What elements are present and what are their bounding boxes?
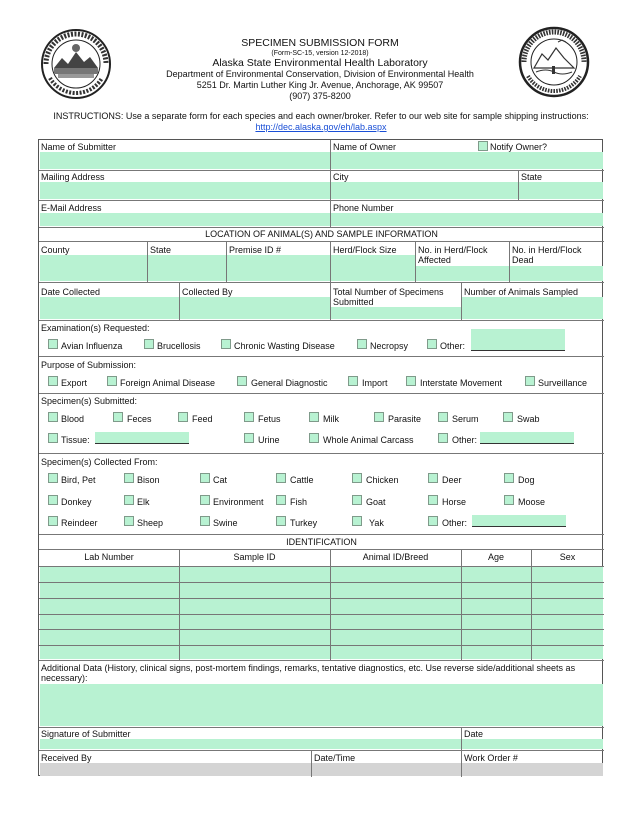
purpose-interstate-label: Interstate Movement [420, 378, 503, 388]
department-name: Department of Environmental Conservation, Division of Environmental Health [166, 69, 474, 79]
col-sex: Sex [559, 552, 576, 562]
phone-label: Phone Number [333, 203, 394, 213]
purpose-export-checkbox[interactable] [48, 376, 58, 386]
specimen-other-checkbox[interactable] [438, 433, 448, 443]
exam-cwd-label: Chronic Wasting Disease [234, 341, 335, 351]
additional-data-field[interactable] [40, 684, 603, 726]
specimen-feed-label: Feed [192, 414, 213, 424]
from-sheep-checkbox[interactable] [124, 516, 134, 526]
specimen-feces-label: Feces [127, 414, 152, 424]
signature-date-field[interactable] [462, 739, 603, 749]
specimen-blood-checkbox[interactable] [48, 412, 58, 422]
specimen-parasite-label: Parasite [388, 414, 422, 424]
specimen-milk-label: Milk [323, 414, 339, 424]
purpose-import-label: Import [362, 378, 388, 388]
herd-size-label: Herd/Flock Size [333, 245, 397, 255]
specimen-tissue-label: Tissue: [61, 435, 90, 445]
from-turkey-label: Turkey [290, 518, 318, 528]
from-horse-label: Horse [442, 497, 467, 507]
lab-name: Alaska State Environmental Health Laboratory [212, 57, 428, 69]
exam-avian-influenza-checkbox[interactable] [48, 339, 58, 349]
total-specimens-label: Total Number of Specimens Submitted [333, 287, 444, 307]
col-animal-id: Animal ID/Breed [362, 552, 429, 562]
from-dog-label: Dog [518, 475, 535, 485]
from-yak-label: Yak [369, 518, 384, 528]
work-order-field[interactable] [462, 763, 603, 776]
from-reindeer-label: Reindeer [61, 518, 98, 528]
from-other-checkbox[interactable] [428, 516, 438, 526]
specimen-form [38, 139, 603, 776]
from-fish-checkbox[interactable] [276, 495, 286, 505]
specimen-fetus-checkbox[interactable] [244, 412, 254, 422]
purpose-fad-checkbox[interactable] [107, 376, 117, 386]
lab-phone: (907) 375-8200 [289, 91, 351, 101]
from-horse-checkbox[interactable] [428, 495, 438, 505]
state-label: State [521, 172, 543, 182]
exam-brucellosis-label: Brucellosis [157, 341, 201, 351]
from-bison-checkbox[interactable] [124, 473, 134, 483]
email-label: E-Mail Address [41, 203, 102, 213]
premise-id-field[interactable] [227, 255, 330, 281]
from-bird-checkbox[interactable] [48, 473, 58, 483]
collected-by-field[interactable] [180, 297, 330, 319]
from-cat-label: Cat [213, 475, 228, 485]
exam-brucellosis-checkbox[interactable] [144, 339, 154, 349]
from-goat-label: Goat [366, 497, 386, 507]
from-chicken-label: Chicken [366, 475, 399, 485]
form-id: (Form-SC-15, version 12-2018) [271, 50, 369, 57]
signature-label: Signature of Submitter [41, 729, 131, 739]
total-specimens-field[interactable] [331, 307, 461, 319]
exam-cwd-checkbox[interactable] [221, 339, 231, 349]
county-label: County [41, 245, 70, 255]
from-bison-label: Bison [137, 475, 160, 485]
form-header [0, 38, 640, 102]
affected-label: No. in Herd/Flock Affected [418, 245, 488, 265]
specimen-tissue-checkbox[interactable] [48, 433, 58, 443]
from-chicken-checkbox[interactable] [352, 473, 362, 483]
table-row [39, 582, 604, 583]
from-reindeer-checkbox[interactable] [48, 516, 58, 526]
from-sheep-label: Sheep [137, 518, 164, 528]
city-field[interactable] [331, 182, 518, 199]
lab-address: 5251 Dr. Martin Luther King Jr. Avenue, Anchorage, AK 99507 [196, 80, 444, 90]
purpose-surveillance-checkbox[interactable] [525, 376, 535, 386]
table-row [39, 598, 604, 599]
signature-date-label: Date [464, 729, 484, 739]
exam-other-label: Other: [440, 341, 466, 351]
from-environment-label: Environment [213, 497, 264, 507]
from-other-field[interactable] [472, 515, 566, 527]
county-field[interactable] [40, 255, 147, 281]
exam-other-checkbox[interactable] [427, 339, 437, 349]
purpose-fad-label: Foreign Animal Disease [120, 378, 216, 388]
notify-owner-checkbox[interactable] [478, 141, 488, 151]
collected-by-label: Collected By [182, 287, 233, 297]
table-row [39, 614, 604, 615]
dead-field[interactable] [510, 266, 603, 281]
specimens-label: Specimen(s) Submitted: [41, 396, 138, 406]
purpose-interstate-checkbox[interactable] [406, 376, 416, 386]
from-turkey-checkbox[interactable] [276, 516, 286, 526]
datetime-label: Date/Time [314, 753, 356, 763]
specimen-swab-checkbox[interactable] [503, 412, 513, 422]
owner-name-field[interactable] [331, 152, 603, 169]
specimen-feed-checkbox[interactable] [178, 412, 188, 422]
table-row [39, 645, 604, 646]
herd-size-field[interactable] [331, 255, 415, 281]
date-collected-label: Date Collected [41, 287, 101, 297]
examinations-label: Examination(s) Requested: [41, 323, 150, 333]
city-label: City [333, 172, 349, 182]
from-deer-label: Deer [442, 475, 462, 485]
from-yak-checkbox[interactable] [352, 516, 362, 526]
location-heading: LOCATION OF ANIMAL(S) AND SAMPLE INFORMATION [205, 229, 438, 239]
affected-field[interactable] [416, 266, 509, 281]
exam-necropsy-label: Necropsy [370, 341, 409, 351]
from-dog-checkbox[interactable] [504, 473, 514, 483]
from-bird-label: Bird, Pet [61, 475, 96, 485]
location-state-label: State [150, 245, 172, 255]
exam-avian-influenza-label: Avian Influenza [61, 341, 123, 351]
specimen-parasite-checkbox[interactable] [374, 412, 384, 422]
from-cattle-checkbox[interactable] [276, 473, 286, 483]
instructions-text: INSTRUCTIONS: Use a separate form for each species and each owner/broker. Refer to our web site for sample shipping instructions: [53, 111, 589, 121]
animals-sampled-label: Number of Animals Sampled [464, 287, 579, 297]
specimen-other-label: Other: [452, 435, 478, 445]
specimen-blood-label: Blood [61, 414, 85, 424]
from-deer-checkbox[interactable] [428, 473, 438, 483]
purpose-diagnostic-label: General Diagnostic [251, 378, 328, 388]
additional-data-label: Additional Data (History, clinical signs, post-mortem findings, remarks, tentative diagnostics, etc. Use reverse side/additional sheets as necessary): [41, 663, 576, 683]
specimen-carcass-label: Whole Animal Carcass [323, 435, 414, 445]
submitter-name-field[interactable] [40, 152, 330, 169]
purpose-label: Purpose of Submission: [41, 360, 137, 370]
specimen-other-field[interactable] [480, 432, 574, 444]
mailing-address-field[interactable] [40, 182, 330, 199]
specimen-milk-checkbox[interactable] [309, 412, 319, 422]
purpose-diagnostic-checkbox[interactable] [237, 376, 247, 386]
from-cat-checkbox[interactable] [200, 473, 210, 483]
from-fish-label: Fish [290, 497, 308, 507]
from-donkey-checkbox[interactable] [48, 495, 58, 505]
animals-sampled-field[interactable] [462, 297, 603, 319]
purpose-surveillance-label: Surveillance [538, 378, 588, 388]
from-environment-checkbox[interactable] [200, 495, 210, 505]
premise-id-label: Premise ID # [229, 245, 282, 255]
from-moose-checkbox[interactable] [504, 495, 514, 505]
specimen-urine-checkbox[interactable] [244, 433, 254, 443]
from-donkey-label: Donkey [61, 497, 92, 507]
identification-heading: IDENTIFICATION [286, 537, 357, 547]
dead-label: No. in Herd/Flock Dead [512, 245, 582, 265]
exam-other-field[interactable] [471, 329, 565, 351]
from-goat-checkbox[interactable] [352, 495, 362, 505]
phone-field[interactable] [331, 213, 603, 226]
from-swine-label: Swine [213, 518, 238, 528]
from-other-label: Other: [442, 518, 468, 528]
work-order-label: Work Order # [464, 753, 518, 763]
signature-field[interactable] [40, 739, 461, 749]
specimen-carcass-checkbox[interactable] [309, 433, 319, 443]
datetime-field[interactable] [312, 763, 461, 776]
specimen-swab-label: Swab [517, 414, 540, 424]
specimen-serum-checkbox[interactable] [438, 412, 448, 422]
specimen-urine-label: Urine [258, 435, 280, 445]
table-row [39, 629, 604, 630]
shipping-instructions-link[interactable]: http://dec.alaska.gov/eh/lab.aspx [255, 122, 387, 132]
specimen-feces-checkbox[interactable] [113, 412, 123, 422]
received-by-label: Received By [41, 753, 92, 763]
state-field[interactable] [519, 182, 603, 199]
submitter-name-label: Name of Submitter [41, 142, 117, 152]
email-field[interactable] [40, 213, 330, 226]
from-cattle-label: Cattle [290, 475, 314, 485]
from-elk-label: Elk [137, 497, 150, 507]
col-lab-number: Lab Number [84, 552, 134, 562]
mailing-address-label: Mailing Address [41, 172, 105, 182]
purpose-import-checkbox[interactable] [348, 376, 358, 386]
notify-owner-label: Notify Owner? [490, 142, 548, 152]
owner-name-label: Name of Owner [333, 142, 397, 152]
form-title: SPECIMEN SUBMISSION FORM [241, 37, 399, 49]
instructions [38, 111, 604, 133]
specimen-serum-label: Serum [452, 414, 479, 424]
received-by-field[interactable] [40, 763, 311, 776]
purpose-export-label: Export [61, 378, 88, 388]
collected-from-label: Specimen(s) Collected From: [41, 457, 158, 467]
from-moose-label: Moose [518, 497, 546, 507]
specimen-tissue-field[interactable] [95, 432, 189, 444]
exam-necropsy-checkbox[interactable] [357, 339, 367, 349]
date-collected-field[interactable] [40, 297, 179, 319]
from-swine-checkbox[interactable] [200, 516, 210, 526]
from-elk-checkbox[interactable] [124, 495, 134, 505]
col-age: Age [487, 552, 504, 562]
col-sample-id: Sample ID [233, 552, 276, 562]
specimen-fetus-label: Fetus [258, 414, 281, 424]
location-state-field[interactable] [148, 255, 226, 281]
